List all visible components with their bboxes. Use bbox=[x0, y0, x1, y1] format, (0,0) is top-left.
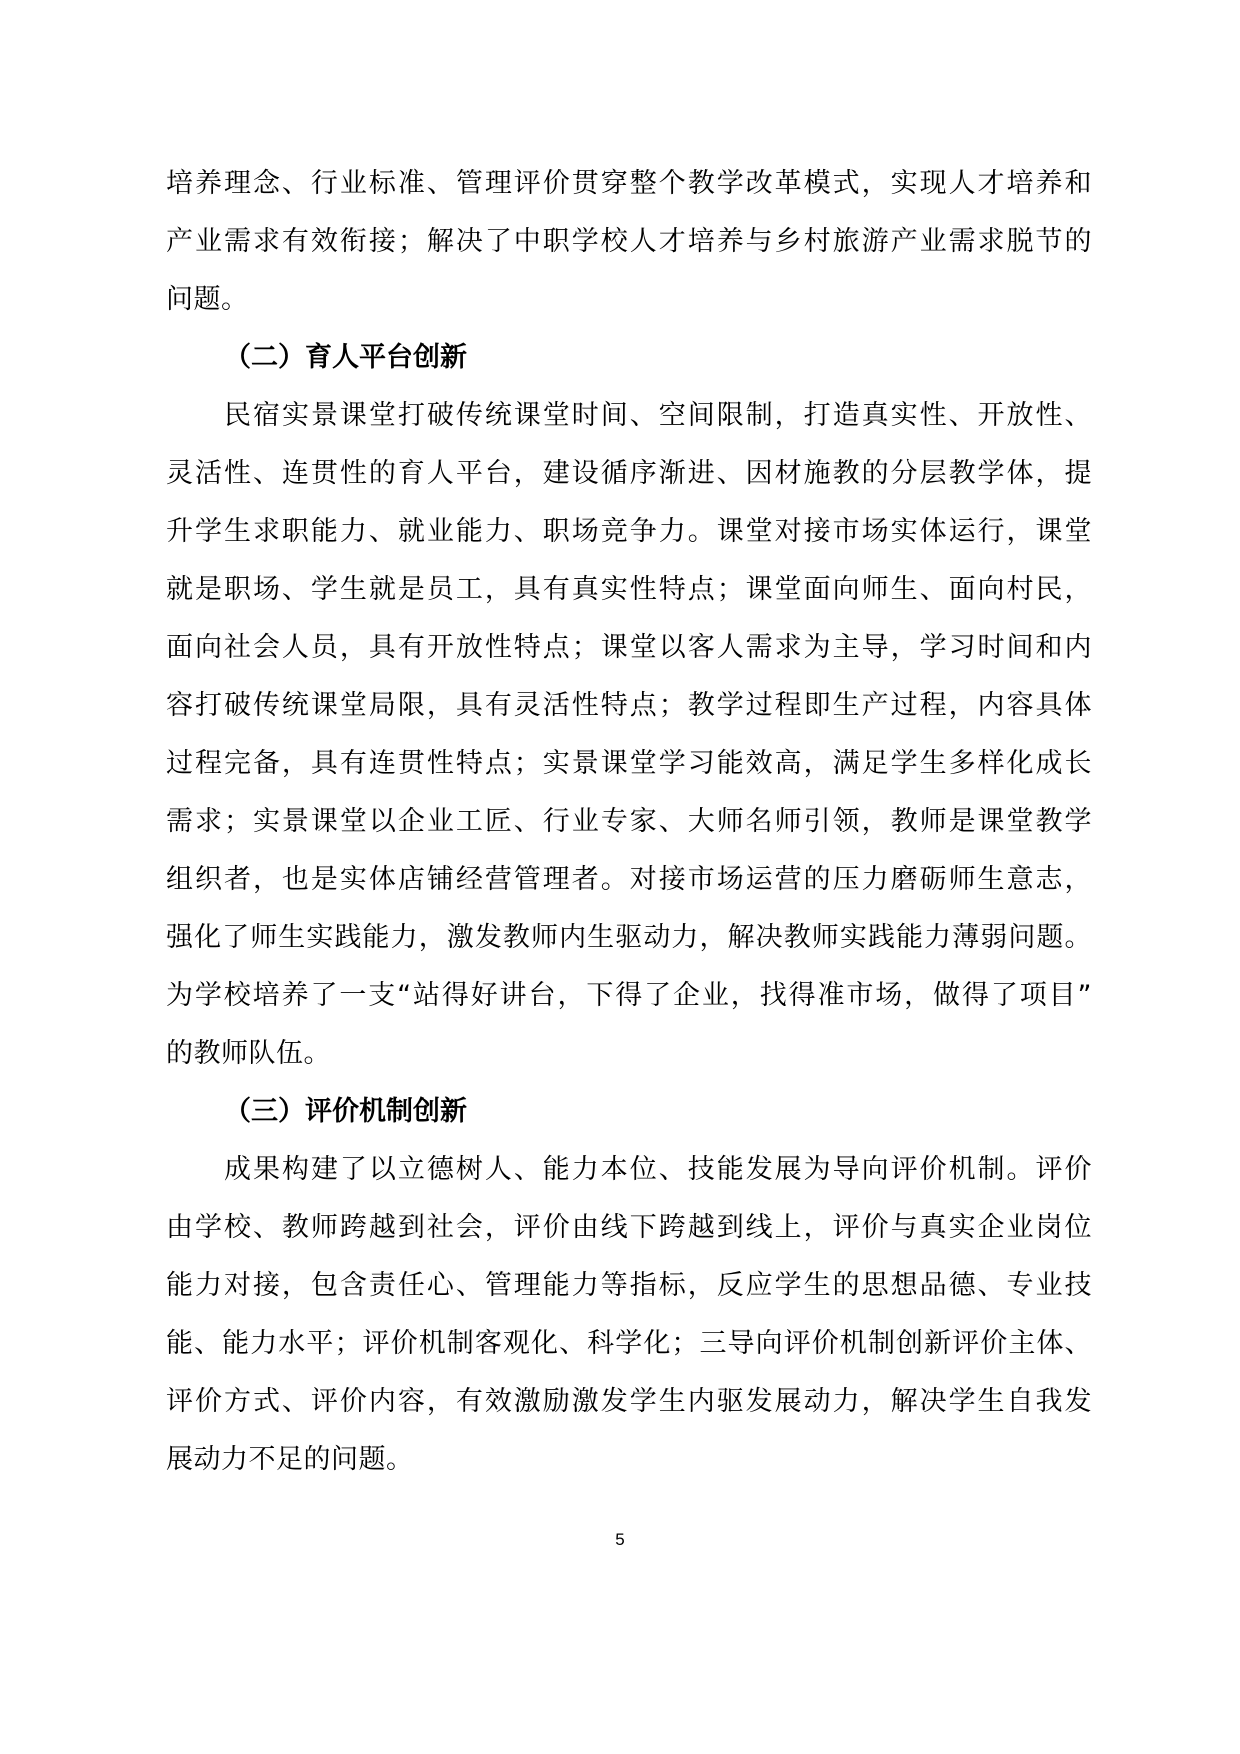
text-line: 就是职场、学生就是员工，具有真实性特点；课堂面向师生、面向村民， bbox=[166, 574, 1092, 605]
text-line: 组织者，也是实体店铺经营管理者。对接市场运营的压力磨砺师生意志， bbox=[166, 864, 1092, 895]
text-line: 升学生求职能力、就业能力、职场竞争力。课堂对接市场实体运行，课堂 bbox=[166, 516, 1092, 547]
text-line: 民宿实景课堂打破传统课堂时间、空间限制，打造真实性、开放性、 bbox=[224, 400, 1092, 431]
text-line: 为学校培养了一支“站得好讲台，下得了企业，找得准市场，做得了项目” bbox=[166, 980, 1092, 1011]
paragraph-platform-innovation bbox=[166, 387, 1092, 1083]
text-line: 产业需求有效衔接；解决了中职学校人才培养与乡村旅游产业需求脱节的 bbox=[166, 226, 1092, 257]
text-line: 容打破传统课堂局限，具有灵活性特点；教学过程即生产过程，内容具体 bbox=[166, 690, 1092, 721]
text-line: 能、能力水平；评价机制客观化、科学化；三导向评价机制创新评价主体、 bbox=[166, 1328, 1092, 1359]
text-line: 过程完备，具有连贯性特点；实景课堂学习能效高，满足学生多样化成长 bbox=[166, 748, 1092, 779]
text-line: 由学校、教师跨越到社会，评价由线下跨越到线上，评价与真实企业岗位 bbox=[166, 1212, 1092, 1243]
paragraph-evaluation-innovation bbox=[166, 1141, 1092, 1489]
text-line: 问题。 bbox=[166, 284, 249, 315]
text-line: 强化了师生实践能力，激发教师内生驱动力，解决教师实践能力薄弱问题。 bbox=[166, 922, 1092, 953]
text-line: 评价方式、评价内容，有效激励激发学生内驱发展动力，解决学生自我发 bbox=[166, 1386, 1092, 1417]
text-line: 的教师队伍。 bbox=[166, 1038, 331, 1069]
text-line: 展动力不足的问题。 bbox=[166, 1444, 414, 1475]
paragraph-talent-training bbox=[166, 155, 1092, 329]
text-line: 面向社会人员，具有开放性特点；课堂以客人需求为主导，学习时间和内 bbox=[166, 632, 1092, 663]
text-line: 成果构建了以立德树人、能力本位、技能发展为导向评价机制。评价 bbox=[224, 1154, 1092, 1185]
section-heading-platform-innovation: （二）育人平台创新 bbox=[224, 342, 467, 373]
text-line: 能力对接，包含责任心、管理能力等指标，反应学生的思想品德、专业技 bbox=[166, 1270, 1092, 1301]
text-line: 培养理念、行业标准、管理评价贯穿整个教学改革模式，实现人才培养和 bbox=[166, 168, 1092, 199]
document-page bbox=[166, 155, 1092, 1489]
text-line: 灵活性、连贯性的育人平台，建设循序渐进、因材施教的分层教学体，提 bbox=[166, 458, 1092, 489]
section-heading-evaluation-innovation: （三）评价机制创新 bbox=[224, 1096, 467, 1127]
page-number: 5 bbox=[615, 1530, 625, 1549]
text-line: 需求；实景课堂以企业工匠、行业专家、大师名师引领，教师是课堂教学 bbox=[166, 806, 1092, 837]
